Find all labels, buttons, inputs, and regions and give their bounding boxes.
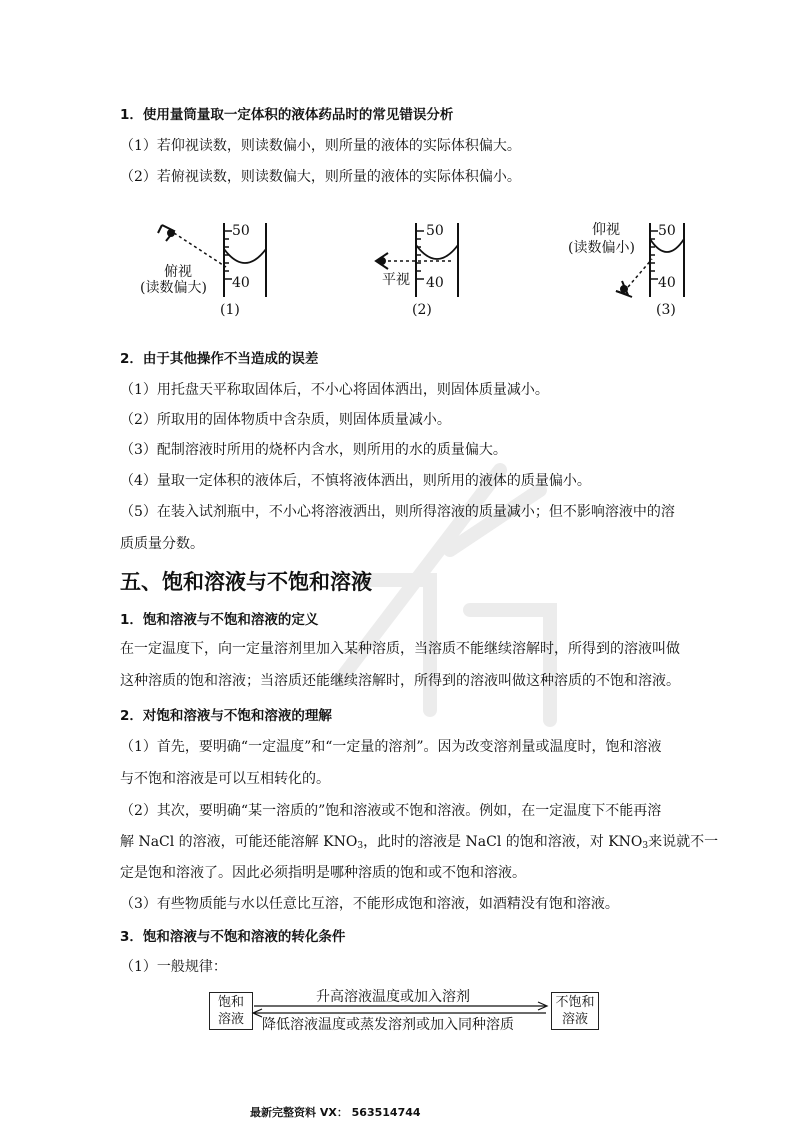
section2-item-1: （1）用托盘天平称取固体后，不小心将固体洒出，则固体质量减小。 [120,382,549,398]
scale-50: 50 [658,223,676,239]
scale-40: 40 [658,275,676,291]
section1-item-2: （2）若俯视读数，则读数偏大，则所量的液体的实际体积偏小。 [120,169,521,185]
sub2-p2-line-1: （2）其次，要明确“某一溶质的”饱和溶液或不饱和溶液。例如，在一定温度下不能再溶 [120,803,662,819]
scale-40: 40 [232,275,250,291]
sub1-heading: 1．饱和溶液与不饱和溶液的定义 [120,612,319,628]
sub2-p1-line-2: 与不饱和溶液是可以互相转化的。 [120,771,330,787]
label-reading-low: (读数偏小) [568,240,635,256]
caption-2: (2) [412,302,432,318]
sub3-item-1: （1）一般规律： [120,959,227,975]
section1-heading: 1．使用量筒量取一定体积的液体药品时的常见错误分析 [120,107,454,123]
upper-condition: 升高溶液温度或加入溶剂 [316,989,470,1005]
sub2-heading: 2．对饱和溶液与不饱和溶液的理解 [120,708,332,724]
sub2-p3: （3）有些物质能与水以任意比互溶，不能形成饱和溶液，如酒精没有饱和溶液。 [120,896,619,912]
figure-level-view [368,215,488,324]
sub1-line-2: 这种溶质的饱和溶液；当溶质还能继续溶解时，所得到的溶液叫做这种溶质的不饱和溶液。 [120,673,680,689]
figure-upward-view [560,215,690,324]
sub2-p1-line-1: （1）首先，要明确“一定温度”和“一定量的溶剂”。因为改变溶剂量或温度时，饱和溶液 [120,739,662,755]
sub3-heading: 3．饱和溶液与不饱和溶液的转化条件 [120,929,346,945]
figure-overhead-view [140,215,260,324]
caption-1: (1) [220,302,240,318]
sub1-line-1: 在一定温度下，向一定量溶剂里加入某种溶质，当溶质不能继续溶解时，所得到的溶液叫做 [120,641,680,657]
scale-50: 50 [426,223,444,239]
eye-icon [376,253,388,269]
scale-40: 40 [426,275,444,291]
unsaturated-solution-box: 不饱和 溶液 [551,992,599,1030]
eye-icon [616,281,632,297]
saturated-solution-box: 饱和 溶液 [209,992,253,1030]
label-reading-high: (读数偏大) [140,280,207,296]
section1-item-1: （1）若仰视读数，则读数偏小，则所量的液体的实际体积偏大。 [120,138,521,154]
section2-item-5-cont: 质质量分数。 [120,536,204,552]
label-overhead: 俯视 [164,264,192,280]
label-upward: 仰视 [592,222,620,238]
section2-item-5: （5）在装入试剂瓶中，不小心将溶液洒出，则所得溶液的质量减小；但不影响溶液中的溶 [120,504,675,520]
scale-50: 50 [232,223,250,239]
footer-contact: 最新完整资料 VX： 563514744 [250,1106,421,1119]
sub2-p2-line-2: 解 NaCl 的溶液，可能还能溶解 $KNO_3$，此时的溶液是 NaCl 的饱和溶液，对 $KNO_3$来说就不一 [120,834,719,851]
section2-item-4: （4）量取一定体积的液体后，不慎将液体洒出，则所用的液体的质量偏小。 [120,473,591,489]
section2-heading: 2．由于其他操作不当造成的误差 [120,351,319,367]
section2-item-2: （2）所取用的固体物质中含杂质，则固体质量减小。 [120,412,451,428]
sub2-p2-line-3: 定是饱和溶液了。因此必须指明是哪种溶质的饱和或不饱和溶液。 [120,865,526,881]
eye-icon [158,225,174,241]
chapter-title: 五、饱和溶液与不饱和溶液 [120,570,372,594]
section2-item-3: （3）配制溶液时所用的烧杯内含水，则所用的水的质量偏大。 [120,442,507,458]
label-level: 平视 [382,272,410,288]
caption-3: (3) [656,302,676,318]
lower-condition: 降低溶液温度或蒸发溶剂或加入同种溶质 [262,1017,514,1033]
